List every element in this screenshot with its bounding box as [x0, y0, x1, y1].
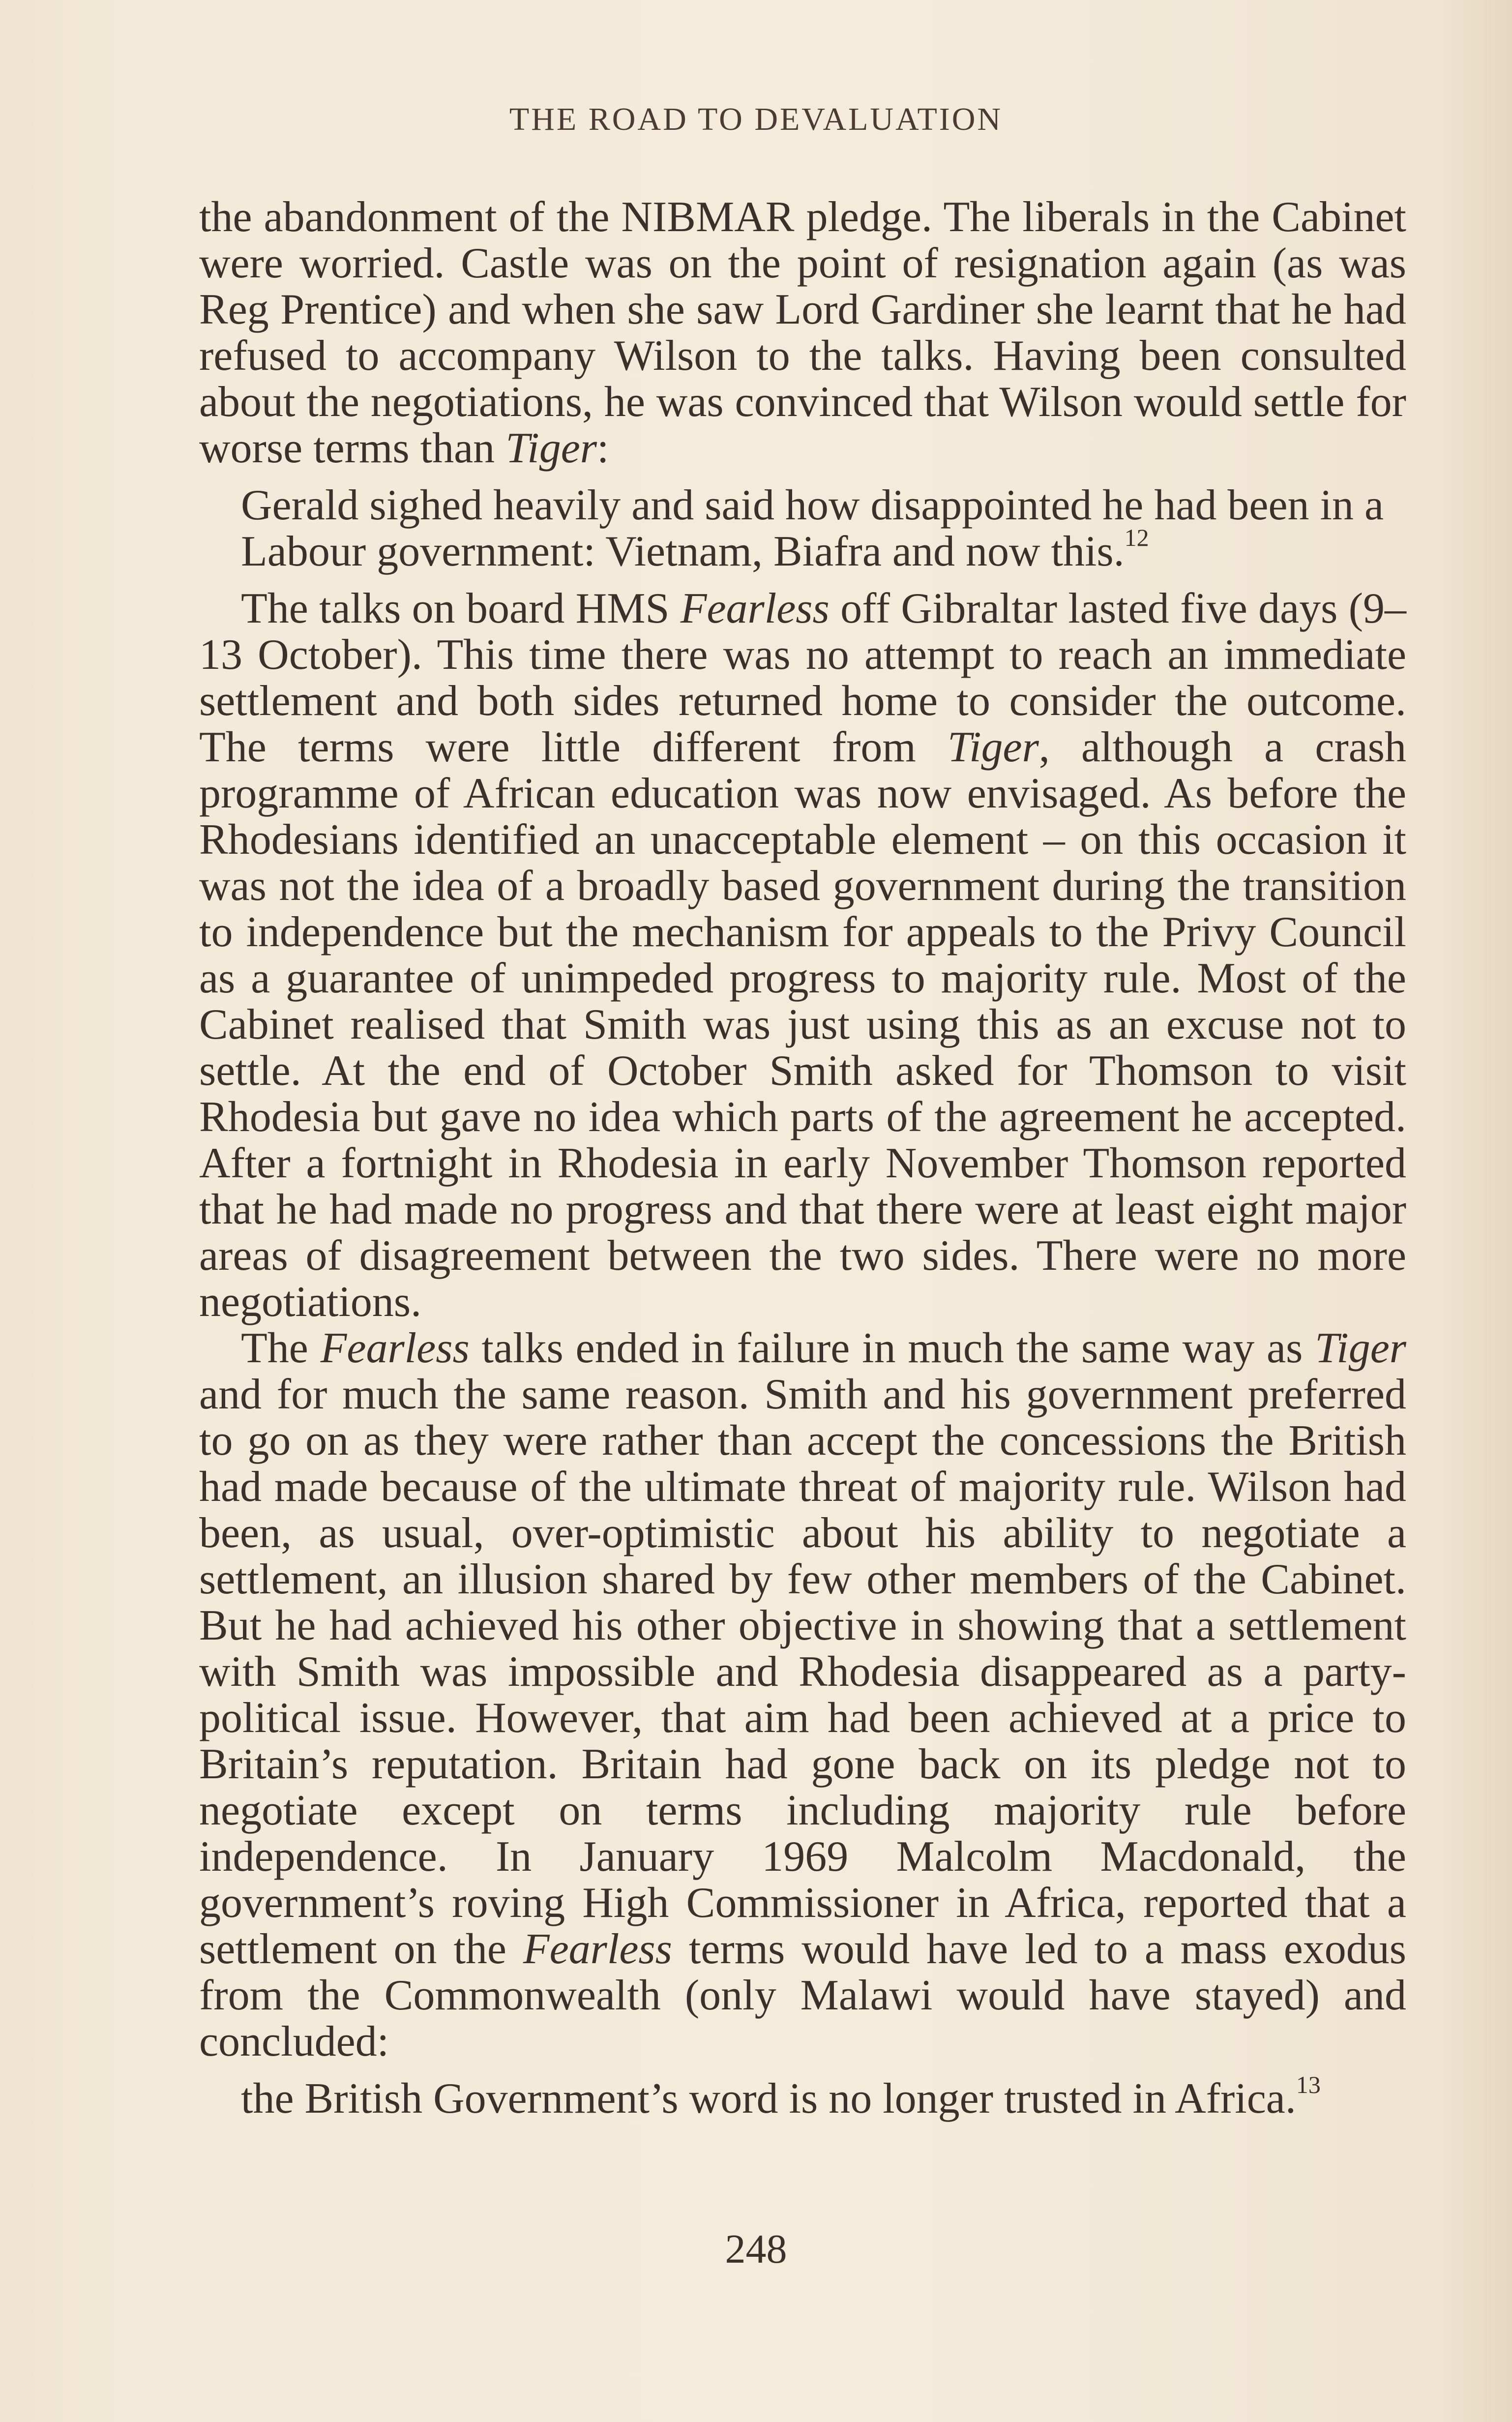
text-run: talks ended in failure in much the same way as [469, 1324, 1315, 1372]
text-run: and for much the same reason. Smith and his government preferred to go on as they were rather than accept the concessions the British had made because of the ultimate threat of majority rule. Wilson had been, as usual, over-optimistic about his ability to negotiate a settlement, an illusion shared by few other members of the Cabinet. But he had achieved his other objective in showing that a settlement with Smith was impossible and Rhodesia disappeared as a party-political issue. However, that aim had been achieved at a price to Britain’s reputation. Britain had gone back on its pledge not to negotiate except on terms including majority rule before independence. In January 1969 Malcolm Macdonald, the government’s roving High Commissioner in Africa, reported that a settlement on the [199, 1371, 1406, 1973]
text-run: : [597, 424, 609, 472]
text-run: terms would have led to a mass exodus from the Commonwealth (only Malawi would have stayed) and concluded: [199, 1925, 1406, 2065]
paragraph [199, 1325, 1406, 2065]
italic-run: Tiger [505, 424, 597, 472]
footnote-marker: 12 [1124, 524, 1149, 551]
text-run: the abandonment of the NIBMAR pledge. The liberals in the Cabinet were worried. Castle was on the point of resignation again (as was Reg Prentice) and when she saw Lord Gardiner she learnt that he had refused to accompany Wilson to the talks. Having been consulted about the negotiations, he was convinced that Wilson would settle for worse terms than [199, 193, 1406, 472]
quote-text: the British Government’s word is no longer trusted in Africa. [241, 2075, 1296, 2123]
running-head: THE ROAD TO DEVALUATION [509, 101, 1003, 137]
text-run: off Gibraltar lasted five days (9–13 October). This time there was no attempt to reach an immediate settlement and both sides returned home to consider the outcome. The terms were little different from [199, 585, 1406, 771]
quote-text: Gerald sighed heavily and said how disappointed he had been in a Labour government: Vietnam, Biafra and now this. [241, 481, 1384, 575]
paragraph-continuation [199, 194, 1406, 472]
text-run: , although a crash programme of African education was now envisaged. As before the Rhodesians identified an unacceptable element – on this occasion it was not the idea of a broadly based government during the transition to independence but the mechanism for appeals to the Privy Council as a guarantee of unimpeded progress to majority rule. Most of the Cabinet realised that Smith was just using this as an excuse not to settle. At the end of October Smith asked for Thomson to visit Rhodesia but gave no idea which parts of the agreement he accepted. After a fortnight in Rhodesia in early November Thomson reported that he had made no progress and that there were at least eight major areas of disagreement between the two sides. There were no more negotiations. [199, 723, 1407, 1326]
text-run: The [241, 1324, 321, 1372]
body-text [199, 194, 1406, 2133]
paragraph [199, 586, 1406, 1325]
block-quote [241, 2071, 1406, 2123]
italic-run: Fearless [680, 585, 830, 632]
italic-run: Fearless [320, 1324, 470, 1372]
italic-run: Fearless [523, 1925, 672, 1973]
italic-run: Tiger [947, 723, 1039, 771]
block-quote [241, 482, 1406, 575]
page-number: 248 [725, 2226, 787, 2272]
text-run: The talks on board HMS [241, 585, 681, 632]
footnote-marker: 13 [1296, 2071, 1321, 2098]
italic-run: Tiger [1315, 1324, 1406, 1372]
